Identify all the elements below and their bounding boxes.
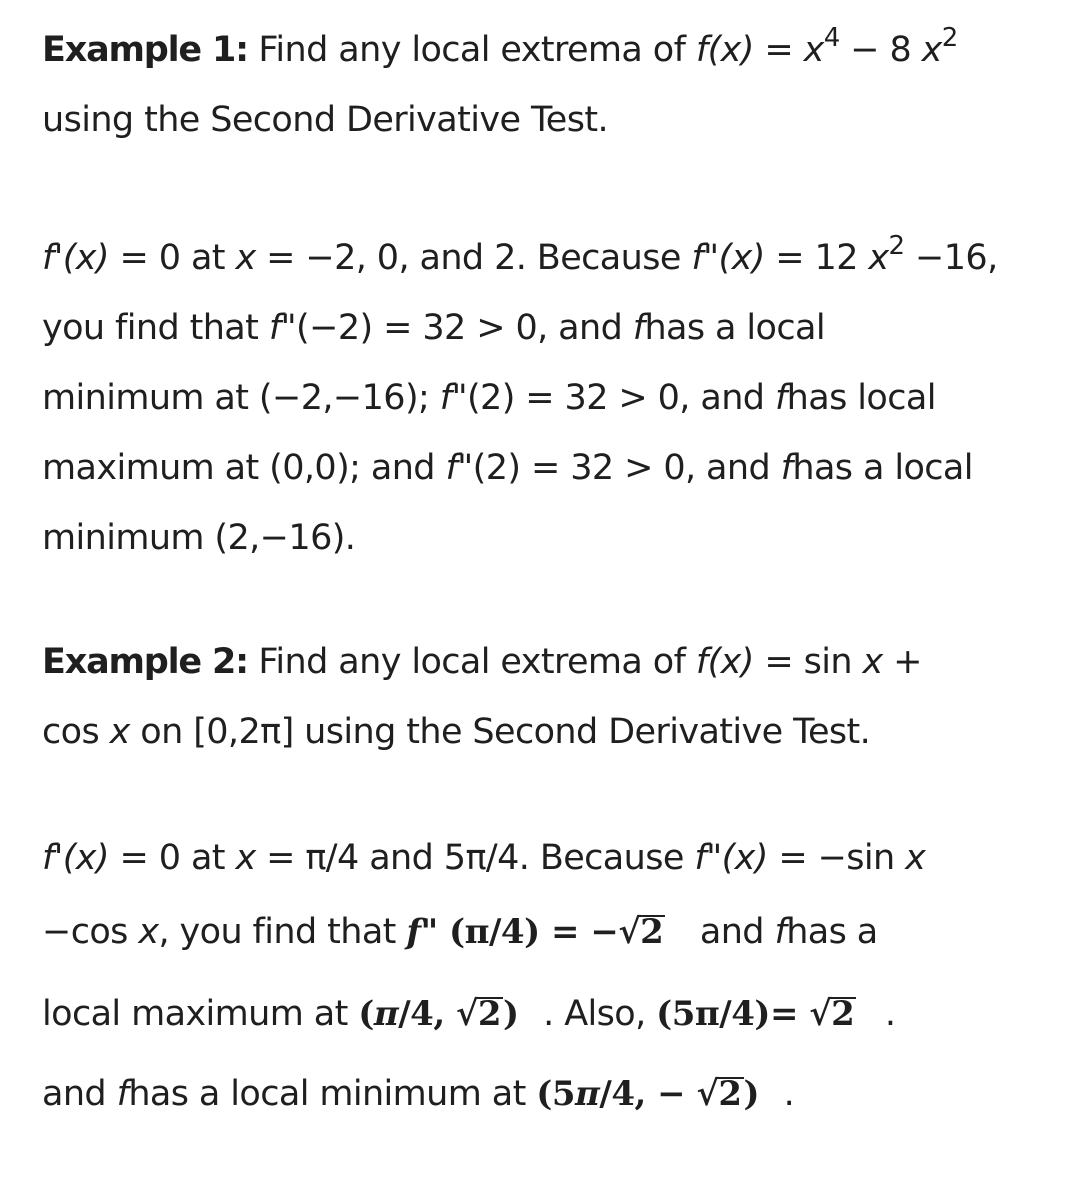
solution2-line2: −cos x, you find that f" (π/4) = −√2 and fhas a [42, 912, 878, 952]
sqrt-symbol: √ [456, 994, 478, 1034]
solution2-line4: and fhas a local minimum at (5π/4, − √2) . [42, 1074, 795, 1114]
example1-prompt: Find any local extrema of [247, 30, 696, 70]
example2-line2: cos x on [0,2π] using the Second Derivative Test. [42, 712, 871, 752]
solution2-line3: local maximum at (π/4, √2) . Also, (5π/4)= √2 . [42, 994, 896, 1034]
math-image-max-point: (π/4, √2) [358, 994, 519, 1034]
solution1-line5: minimum (2,−16). [42, 518, 356, 558]
solution1-line1: f'(x) = 0 at x = −2, 0, and 2. Because f"(x) = 12 $x^2 -16$, [42, 231, 998, 278]
solution1-line3: minimum at (−2,−16); f"(2) = 32 > 0, and fhas local [42, 378, 936, 418]
sqrt-symbol: √ [696, 1074, 719, 1114]
math-image-min-point: (5π/4, − √2) [536, 1074, 760, 1114]
example1-function: f(x) [695, 30, 754, 70]
example2-prompt: Find any local extrema of [247, 642, 696, 682]
example2-line1: Example 2: Find any local extrema of f(x) = sin x + [42, 642, 922, 682]
example1-line2: using the Second Derivative Test. [42, 100, 608, 140]
solution1-line2: you find that f"(−2) = 32 > 0, and fhas a local [42, 308, 825, 348]
sqrt-symbol: √ [809, 994, 832, 1034]
example2-function: f(x) [695, 642, 754, 682]
math-image-fpp-pi4: f" (π/4) = −√2 [406, 912, 664, 952]
example1-heading: Example 1: [42, 30, 248, 70]
example1-line1: Example 1: Find any local extrema of $f(x) = x^4 - 8$ $x^2$ [42, 23, 958, 70]
solution2-line1: f'(x) = 0 at x = π/4 and 5π/4. Because f"(x) = −sin x [42, 838, 926, 878]
example2-heading: Example 2: [42, 642, 248, 682]
sqrt-symbol: √ [618, 912, 641, 952]
solution1-line4: maximum at (0,0); and f"(2) = 32 > 0, and fhas a local [42, 448, 973, 488]
math-image-fpp-5pi4: (5π/4)= √2 [656, 994, 855, 1034]
